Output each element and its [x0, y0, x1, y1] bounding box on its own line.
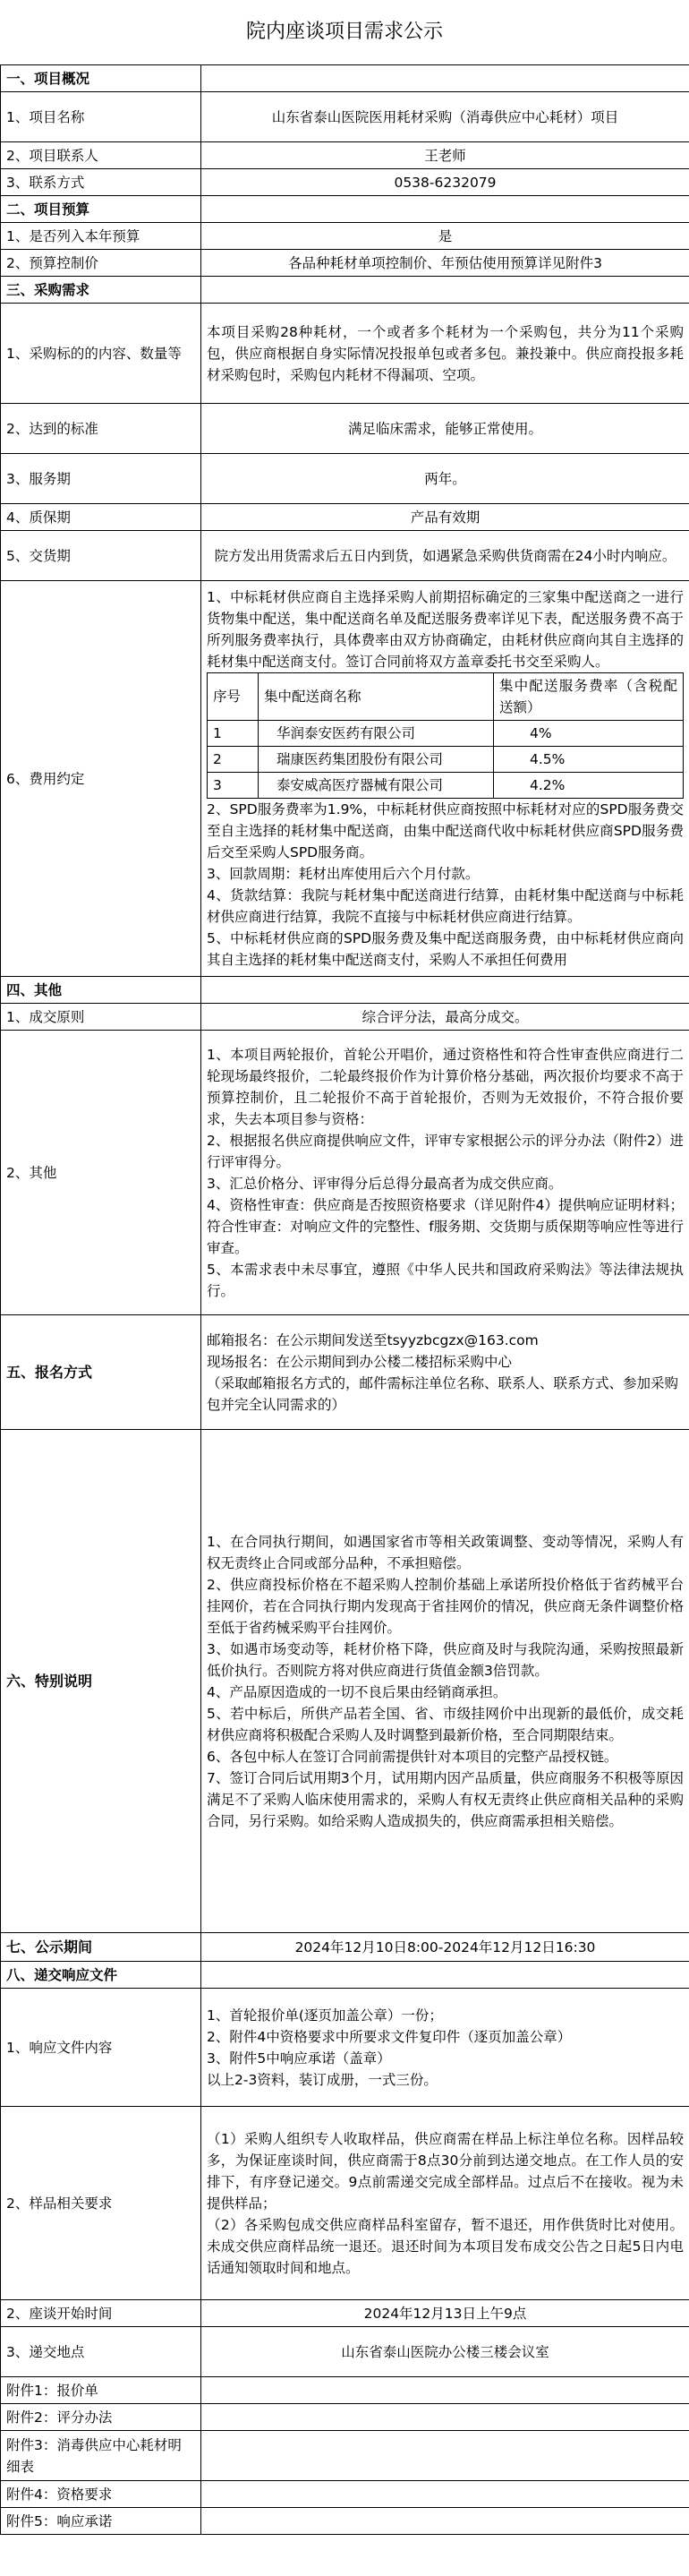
section-other-blank — [201, 977, 689, 1004]
page-title: 院内座谈项目需求公示 — [245, 21, 443, 43]
signup-value — [201, 1315, 689, 1430]
section-overview-blank — [201, 65, 689, 92]
table-row — [208, 747, 684, 773]
fee-label: 6、费用约定 — [1, 581, 201, 977]
target-label: 1、采购标的的内容、数量等 — [1, 304, 201, 404]
distributor-rate: 4% — [494, 721, 684, 747]
requirement-table — [0, 64, 689, 2535]
section-budget: 二、项目预算 — [1, 196, 201, 223]
special-paragraph-5: 5、若中标后，所供产品若全国、省、市级挂网价中出现新的最低价，成交耗材供应商将积极配合采购人及时调整到最新价格，至合同期限结束。 — [207, 1705, 684, 1743]
fee-paragraph-5: 5、中标耗材供应商的SPD服务费及集中配送商服务费，由中标耗材供应商向其自主选择的耗材集中配送商支付，采购人不承担任何费用 — [207, 930, 684, 968]
submit-place-label: 3、递交地点 — [1, 2327, 201, 2377]
attachment-3-blank — [201, 2431, 689, 2481]
distributor-head-rate: 集中配送服务费率（含税配送额） — [494, 673, 684, 721]
signup-email: 邮箱报名：在公示期间发送至tsyyzbcgzx@163.com — [207, 1331, 539, 1348]
service-period-label: 3、服务期 — [1, 454, 201, 504]
principle-value: 综合评分法，最高分成交。 — [201, 1004, 689, 1031]
attachment-2-blank — [201, 2404, 689, 2431]
other-paragraph-5: 5、本需求表中未尽事宜，遵照《中华人民共和国政府采购法》等法律法规执行。 — [207, 1261, 684, 1299]
warranty-label: 4、质保期 — [1, 504, 201, 531]
distributor-table — [207, 672, 684, 799]
section-special: 六、特别说明 — [1, 1430, 201, 1933]
section-other: 四、其他 — [1, 977, 201, 1004]
attachment-4-blank — [201, 2481, 689, 2508]
response-item-4: 以上2-3资料，装订成册，一式三份。 — [207, 2071, 438, 2088]
fee-paragraph-1: 1、中标耗材供应商自主选择采购人前期招标确定的三家集中配送商之一进行货物集中配送，集中配送商名单及配送服务费率详见下表，配送服务费不高于所列服务费率执行，具体费率由双方协商确定，由耗材供应商向其自主选择的耗材集中配送商支付。签订合同前将双方盖章委托书交至采购人。 — [207, 589, 684, 670]
distributor-rate: 4.5% — [494, 747, 684, 773]
distributor-no: 3 — [208, 773, 259, 799]
special-paragraph-1: 1、在合同执行期间，如遇国家省市等相关政策调整、变动等情况，采购人有权无责终止合同或部分品种，不承担赔偿。 — [207, 1533, 684, 1571]
section-publicity: 七、公示期间 — [1, 1933, 201, 1962]
section-demand: 三、采购需求 — [1, 277, 201, 304]
distributor-name: 华润泰安医药有限公司 — [259, 721, 494, 747]
principle-label: 1、成交原则 — [1, 1004, 201, 1031]
delivery-label: 5、交货期 — [1, 531, 201, 581]
section-submit: 八、递交响应文件 — [1, 1962, 201, 1989]
section-submit-blank — [201, 1962, 689, 1989]
attachment-3[interactable]: 附件3：消毒供应中心耗材明细表 — [1, 2431, 201, 2481]
other-paragraph-4: 4、资格性审查：供应商是否按照资格要求（详见附件4）提供响应证明材料；符合性审查：对响应文件的完整性、f服务期、交货期与质保期等响应性等进行审查。 — [207, 1196, 684, 1256]
table-row — [208, 721, 684, 747]
submit-place-value: 山东省泰山医院办公楼三楼会议室 — [201, 2327, 689, 2377]
fee-paragraph-2: 2、SPD服务费率为1.9%，中标耗材供应商按照中标耗材对应的SPD服务费交至自主选择的耗材集中配送商，由集中配送商代收中标耗材供应商SPD服务费后交至采购人SPD服务商。 — [207, 801, 684, 860]
start-time-value: 2024年12月13日上午9点 — [201, 2300, 689, 2327]
distributor-name: 泰安威高医疗器械有限公司 — [259, 773, 494, 799]
other-value — [201, 1031, 689, 1315]
budget-included-label: 1、是否列入本年预算 — [1, 223, 201, 250]
section-budget-blank — [201, 196, 689, 223]
table-row — [208, 773, 684, 799]
contact-phone-label: 3、联系方式 — [1, 169, 201, 196]
response-item-1: 1、首轮报价单(逐页加盖公章）一份； — [207, 2007, 443, 2024]
special-paragraph-4: 4、产品原因造成的一切不良后果由经销商承担。 — [207, 1683, 507, 1700]
target-value: 本项目采购28种耗材，一个或者多个耗材为一个采购包，共分为11个采购包，供应商根据自身实际情况投报单包或者多包。兼投兼中。供应商投报多耗材采购包时，采购包内耗材不得漏项、空项。 — [201, 304, 689, 404]
signup-onsite: 现场报名：在公示期间到办公楼二楼招标采购中心 — [207, 1353, 513, 1370]
distributor-no: 1 — [208, 721, 259, 747]
sample-value — [201, 2107, 689, 2300]
project-name-label: 1、项目名称 — [1, 92, 201, 142]
response-content-label: 1、响应文件内容 — [1, 1989, 201, 2107]
start-time-label: 2、座谈开始时间 — [1, 2300, 201, 2327]
attachment-5[interactable]: 附件5：响应承诺 — [1, 2508, 201, 2535]
distributor-head-no: 序号 — [208, 673, 259, 721]
special-value — [201, 1430, 689, 1933]
service-period-value: 两年。 — [201, 454, 689, 504]
section-demand-blank — [201, 277, 689, 304]
publicity-value: 2024年12月10日8:00-2024年12月12日16:30 — [201, 1933, 689, 1962]
attachment-4[interactable]: 附件4：资格要求 — [1, 2481, 201, 2508]
budget-control-label: 2、预算控制价 — [1, 250, 201, 277]
project-contact-value: 王老师 — [201, 142, 689, 169]
response-item-3: 3、附件5中响应承诺（盖章） — [207, 2050, 391, 2067]
warranty-value: 产品有效期 — [201, 504, 689, 531]
budget-control-value: 各品种耗材单项控制价、年预估使用预算详见附件3 — [201, 250, 689, 277]
budget-included-value: 是 — [201, 223, 689, 250]
section-overview: 一、项目概况 — [1, 65, 201, 92]
distributor-rate: 4.2% — [494, 773, 684, 799]
sample-paragraph-1: （1）采购人组织专人收取样品，供应商需在样品上标注单位名称。因样品较多，为保证座谈时间，供应商需于8点30分前到达递交地点。在工作人员的安排下，有序登记递交。9点前需递交完成全部样品。过点后不在接收。视为未提供样品； — [207, 2130, 684, 2212]
sample-paragraph-2: （2）各采购包成交供应商样品科室留存，暂不退还，用作供货时比对使用。未成交供应商样品统一退还。退还时间为本项目发布成交公告之日起5日内电话通知领取时间和地点。 — [207, 2216, 684, 2276]
signup-note: （采取邮箱报名方式的，邮件需标注单位名称、联系人、联系方式、参加采购包并完全认同需求的） — [207, 1374, 679, 1413]
other-paragraph-1: 1、本项目两轮报价，首轮公开唱价，通过资格性和符合性审查供应商进行二轮现场最终报价，二轮最终报价作为计算价格分基础，两次报价均要求不高于预算控制价，且二轮报价不高于首轮报价，否则为无效报价，不符合报价要求，失去本项目参与资格： — [207, 1046, 684, 1127]
other-paragraph-3: 3、汇总价格分、评审得分后总得分最高者为成交供应商。 — [207, 1175, 563, 1192]
attachment-2[interactable]: 附件2：评分办法 — [1, 2404, 201, 2431]
distributor-head-name: 集中配送商名称 — [259, 673, 494, 721]
special-paragraph-2: 2、供应商投标价格在不超采购人控制价基础上承诺所投价格低于省药械平台挂网价，若在合同执行期内发现高于省挂网价的情况，供应商无条件调整价格至低于省药械采购平台挂网价。 — [207, 1576, 684, 1636]
attachment-1-blank — [201, 2377, 689, 2404]
fee-value — [201, 581, 689, 977]
distributor-no: 2 — [208, 747, 259, 773]
standard-label: 2、达到的标准 — [1, 404, 201, 454]
special-paragraph-3: 3、如遇市场变动等，耗材价格下降，供应商及时与我院沟通，采购按照最新低价执行。否则院方将对供应商进行货值金额3倍罚款。 — [207, 1640, 684, 1679]
section-signup: 五、报名方式 — [1, 1315, 201, 1430]
sample-label: 2、样品相关要求 — [1, 2107, 201, 2300]
fee-paragraph-3: 3、回款周期：耗材出库使用后六个月付款。 — [207, 866, 480, 882]
project-name-value: 山东省泰山医院医用耗材采购（消毒供应中心耗材）项目 — [201, 92, 689, 142]
special-paragraph-6: 6、各包中标人在签订合同前需提供针对本项目的完整产品授权链。 — [207, 1748, 618, 1765]
fee-paragraph-4: 4、货款结算：我院与耗材集中配送商进行结算，由耗材集中配送商与中标耗材供应商进行结算，我院不直接与中标耗材供应商进行结算。 — [207, 887, 684, 925]
attachment-5-blank — [201, 2508, 689, 2535]
contact-phone-value: 0538-6232079 — [201, 169, 689, 196]
response-content-value — [201, 1989, 689, 2107]
other-label: 2、其他 — [1, 1031, 201, 1315]
attachment-1[interactable]: 附件1：报价单 — [1, 2377, 201, 2404]
delivery-value: 院方发出用货需求后五日内到货，如遇紧急采购供货商需在24小时内响应。 — [201, 531, 689, 581]
distributor-name: 瑞康医药集团股份有限公司 — [259, 747, 494, 773]
standard-value: 满足临床需求，能够正常使用。 — [201, 404, 689, 454]
response-item-2: 2、附件4中资格要求中所要求文件复印件（逐页加盖公章） — [207, 2028, 572, 2045]
project-contact-label: 2、项目联系人 — [1, 142, 201, 169]
other-paragraph-2: 2、根据报名供应商提供响应文件，评审专家根据公示的评分办法（附件2）进行评审得分。 — [207, 1132, 684, 1170]
special-paragraph-7: 7、签订合同后试用期3个月，试用期内因产品质量，供应商服务不积极等原因满足不了采购人临床使用需求的，采购人有权无责终止供应商相关品种的采购合同，另行采购。如给采购人造成损失的，供应商需承担相关赔偿。 — [207, 1769, 684, 1829]
